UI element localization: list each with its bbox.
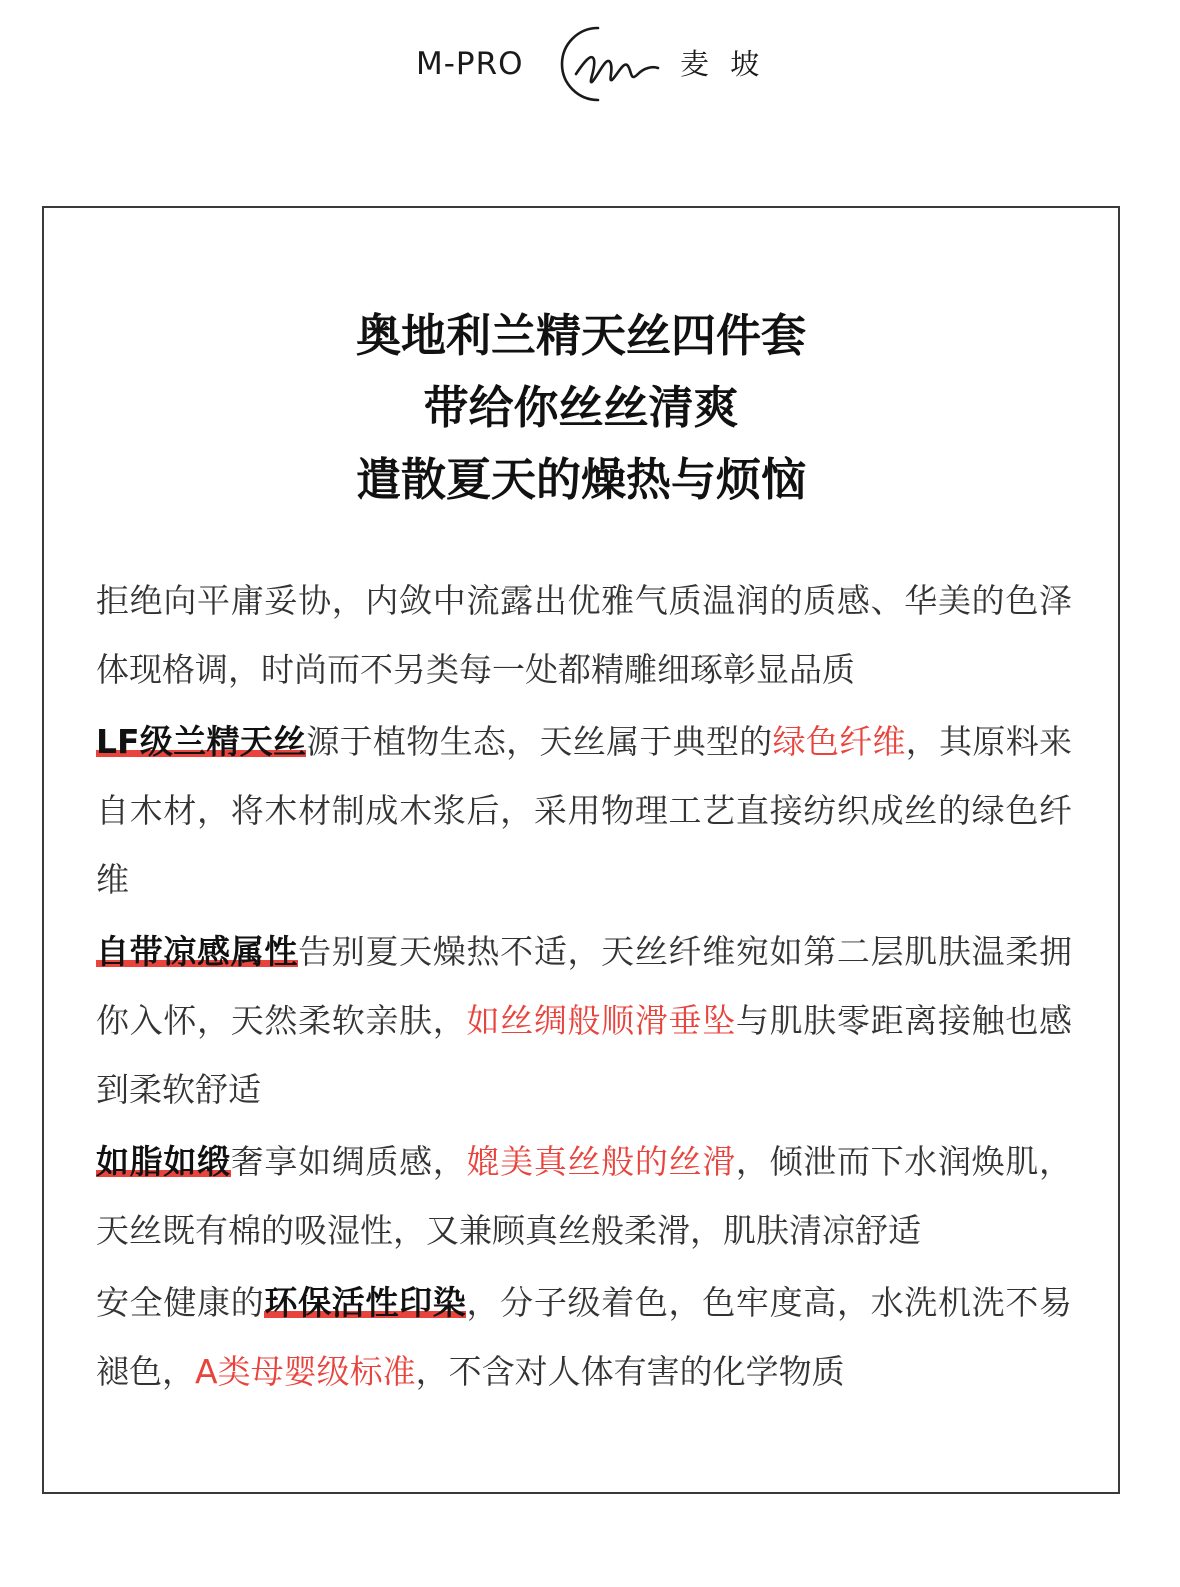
paragraph-text: 源于植物生态，天丝属于典型的 — [306, 722, 773, 761]
highlight-keyword: 环保活性印染 — [264, 1283, 467, 1322]
paragraph-text: ，倾泄而下水润焕肌，天丝既有棉的吸湿性，又兼顾真丝般柔滑，肌肤清凉舒适 — [96, 1142, 1073, 1250]
brand-logo — [0, 20, 1180, 104]
brand-name-cn: 麦 坡 — [680, 47, 766, 81]
highlight-keyword: LF级兰精天丝 — [96, 722, 307, 761]
red-emphasis: A类母婴级标准 — [195, 1352, 416, 1391]
paragraph-text: 奢享如绸质感， — [230, 1142, 467, 1181]
paragraph-text: 与肌肤零距离接触也感到柔软舒适 — [96, 1001, 1073, 1109]
headline-line-1: 奥地利兰精天丝四件套 — [355, 309, 806, 362]
highlight-keyword: 如脂如缎 — [96, 1142, 231, 1181]
description-body — [96, 566, 1072, 1409]
highlight-keyword: 自带凉感属性 — [96, 932, 299, 971]
headline — [44, 300, 1118, 516]
content-card — [42, 206, 1120, 1494]
red-emphasis: 绿色纤维 — [772, 722, 906, 761]
paragraph-silky — [96, 1127, 1072, 1265]
paragraph-text: ，分子级着色，色牢度高，水洗机洗不易褪色， — [96, 1283, 1073, 1391]
paragraph-quality — [96, 566, 1072, 704]
paragraph-text: 拒绝向平庸妥协，内敛中流露出优雅气质温润的质感、华美的色泽体现格调，时尚而不另类每一处都精雕细琢彰显品质 — [96, 581, 1072, 689]
m-script-circle-logo-icon — [554, 24, 666, 104]
red-emphasis: 如丝绸般顺滑垂坠 — [466, 1001, 736, 1040]
red-emphasis: 媲美真丝般的丝滑 — [466, 1142, 736, 1181]
paragraph-fiber — [96, 707, 1072, 914]
headline-line-3: 遣散夏天的燥热与烦恼 — [355, 453, 806, 506]
paragraph-cooling — [96, 917, 1072, 1124]
paragraph-text: 安全健康的 — [96, 1283, 265, 1322]
paragraph-text: ，不含对人体有害的化学物质 — [415, 1352, 845, 1391]
paragraph-text: ，其原料来自木材，将木材制成木浆后，采用物理工艺直接纺织成丝的绿色纤维 — [96, 722, 1072, 899]
paragraph-dyeing — [96, 1268, 1072, 1406]
headline-line-2: 带给你丝丝清爽 — [423, 381, 739, 434]
paragraph-text: 告别夏天燥热不适，天丝纤维宛如第二层肌肤温柔拥你入怀，天然柔软亲肤， — [96, 932, 1073, 1040]
brand-name-en: M-PRO — [416, 46, 524, 82]
